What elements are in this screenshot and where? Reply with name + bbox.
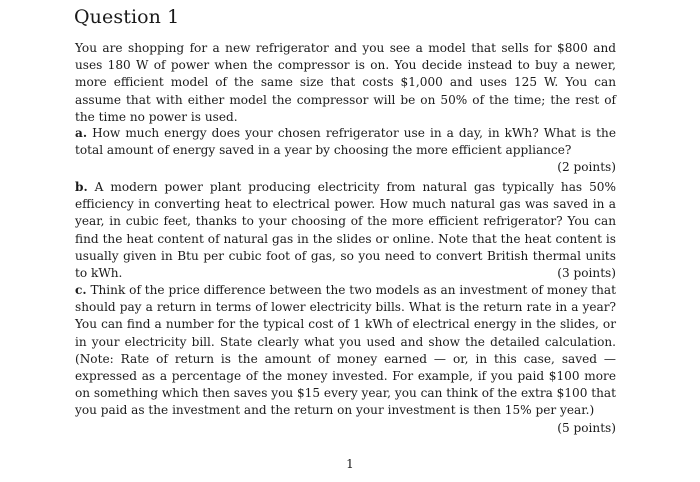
part-c-text: Think of the price difference between the two models as an investment of money that should pay a return in terms of lower electricity bills. What is the return rate in a year? You can find a number for the typical cost of 1 kWh of electrical energy in the slides, or in your electricity bill. State clearly what you used and show the detailed calculation. (Note: Rate of return is the amount of money earned — or, in this case, saved — expressed as a percentage of the money invested. For example, if you paid $100 more on something which then saves you $15 every year, you can think of the extra $100 that you paid as the investment and the return on your investment is then 15% per year.)	[75, 283, 616, 418]
part-b	[75, 179, 616, 282]
part-c-label: c.	[75, 283, 87, 297]
part-b-label: b.	[75, 180, 88, 194]
question-title: Question 1	[74, 6, 180, 28]
part-b-text: A modern power plant producing electricity from natural gas typically has 50% efficiency in converting heat to electrical power. How much natural gas was saved in a year, in cubic feet, thanks to your choosing of the more efficient refrigerator? You can find the heat content of natural gas in the slides or online. Note that the heat content is usually given in Btu per cubic foot of gas, so you need to convert British thermal units to kWh.	[75, 180, 616, 281]
part-c	[75, 282, 616, 437]
page-number: 1	[346, 457, 354, 471]
part-b-points: (3 points)	[557, 266, 616, 281]
part-a-text: How much energy does your chosen refrigerator use in a day, in kWh? What is the total amount of energy saved in a year by choosing the more efficient appliance?	[75, 126, 616, 158]
part-a-label: a.	[75, 126, 88, 140]
part-a	[75, 125, 616, 177]
part-a-points: (2 points)	[557, 160, 616, 175]
question-intro: You are shopping for a new refrigerator and you see a model that sells for $800 and uses 180 W of power when the compressor is on. You decide instead to buy a newer, more efficient model of the same size that costs $1,000 and uses 125 W. You can assume that with either model the compressor will be on 50% of the time; the rest of the time no power is used.	[75, 41, 616, 124]
part-c-points: (5 points)	[557, 420, 616, 435]
